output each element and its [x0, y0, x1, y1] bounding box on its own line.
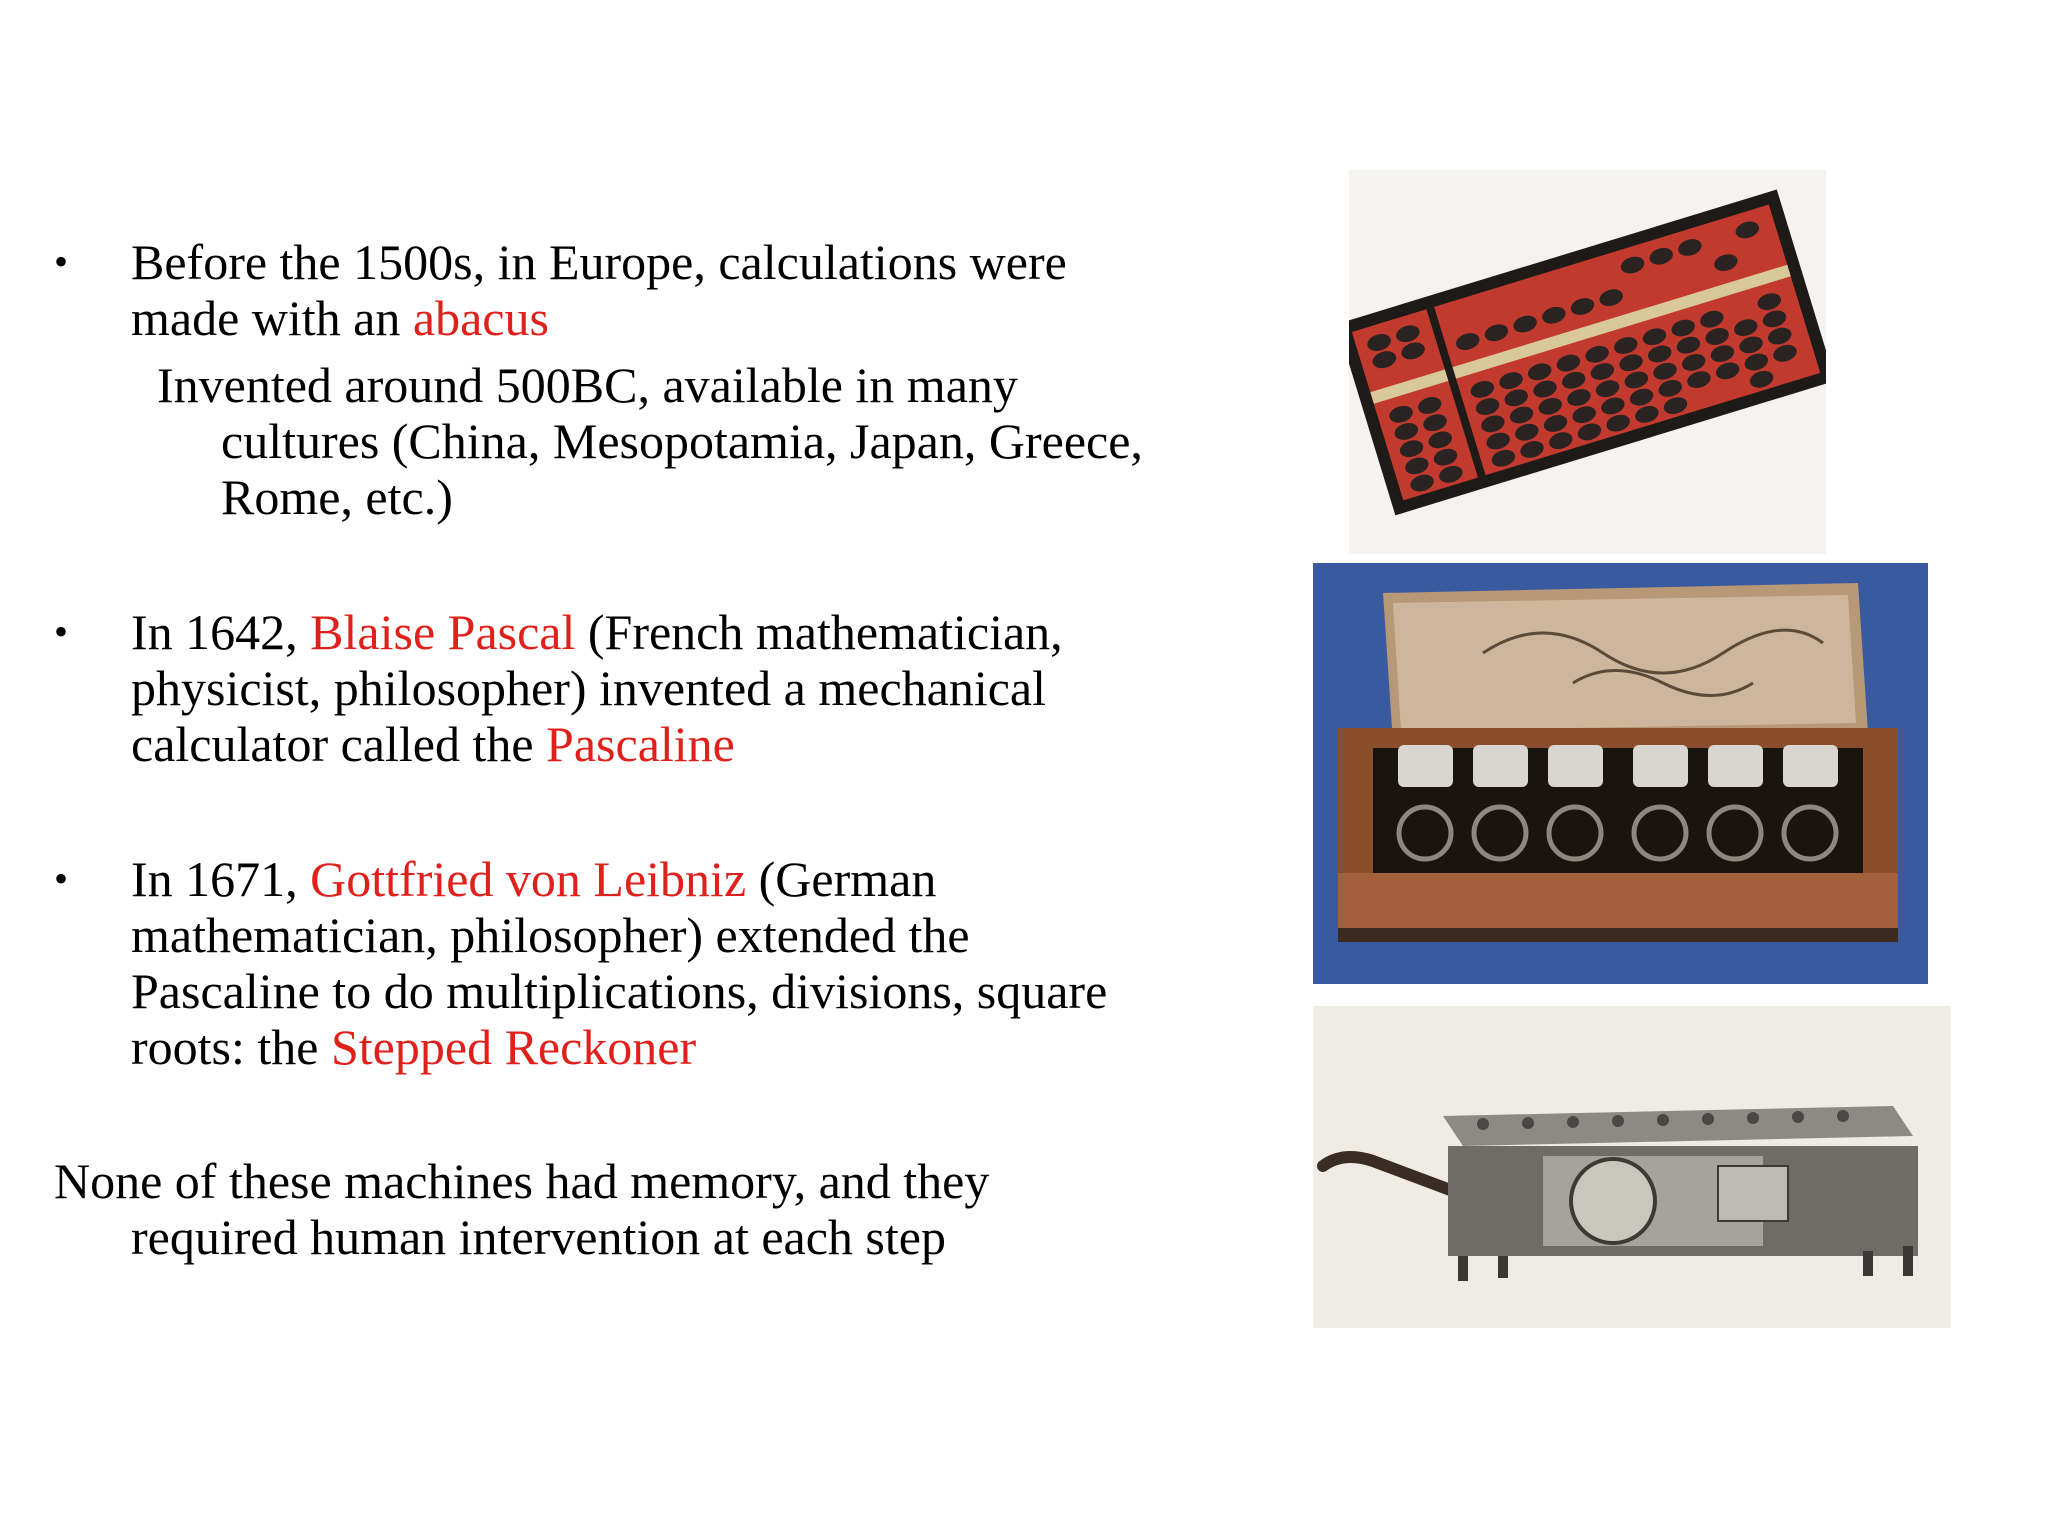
pascaline-photo	[1313, 563, 1928, 984]
subpoint-line-3: Rome, etc.)	[221, 469, 453, 525]
text-segment: (German	[746, 851, 937, 907]
subpoint-line-2: cultures (China, Mesopotamia, Japan, Greece,	[221, 413, 1143, 469]
text-segment: roots: the	[131, 1019, 331, 1075]
keyword-abacus: abacus	[412, 290, 549, 346]
text-segment: Before the 1500s, in Europe, calculations were	[131, 234, 1067, 290]
text-segment: calculator called the	[131, 716, 547, 772]
bullet-marker: •	[54, 239, 69, 284]
keyword-blaise-pascal: Blaise Pascal	[310, 604, 576, 660]
bullet-3-line-2: mathematician, philosopher) extended the	[131, 907, 970, 963]
keyword-pascaline: Pascaline	[546, 716, 735, 772]
abacus-photo	[1349, 170, 1826, 554]
text-segment: (French mathematician,	[575, 604, 1063, 660]
text-segment: made with an	[131, 290, 413, 346]
bullet-3-line-3: Pascaline to do multiplications, divisions, square	[131, 963, 1108, 1019]
subpoint-line-1: Invented around 500BC, available in many	[157, 357, 1018, 413]
bullet-marker: •	[54, 609, 69, 654]
keyword-leibniz: Gottfried von Leibniz	[310, 851, 747, 907]
keyword-stepped-reckoner: Stepped Reckoner	[330, 1019, 697, 1075]
bullet-3-line-4	[131, 1019, 696, 1075]
conclusion-line-2: required human intervention at each step	[131, 1209, 946, 1265]
bullet-2-line-3	[131, 716, 735, 772]
bullet-3-line-1	[131, 851, 936, 907]
stepped-reckoner-photo	[1313, 1006, 1951, 1328]
text-segment: In 1642,	[131, 604, 311, 660]
bullet-1-line-2	[131, 290, 549, 346]
text-segment: In 1671,	[131, 851, 311, 907]
bullet-2-line-1	[131, 604, 1063, 660]
bullet-2-line-2: physicist, philosopher) invented a mechanical	[131, 660, 1047, 716]
conclusion-line-1: None of these machines had memory, and they	[54, 1153, 990, 1209]
bullet-1-line-1	[131, 234, 1067, 290]
bullet-marker: •	[54, 856, 69, 901]
